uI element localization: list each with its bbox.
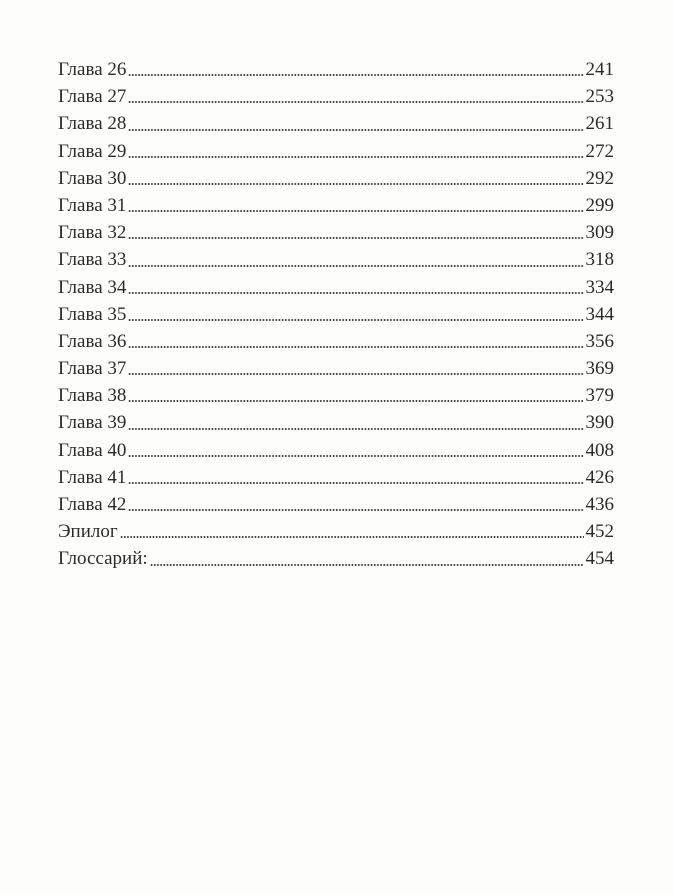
toc-entry-title: Глава 28 [58, 113, 127, 135]
toc-entry [58, 165, 614, 192]
toc-entry [58, 138, 614, 165]
toc-entry [58, 56, 614, 83]
toc-dot-leader [128, 101, 583, 103]
toc-dot-leader [128, 400, 583, 402]
toc-dot-leader [128, 265, 583, 267]
toc-entry-page-number: 241 [585, 59, 614, 80]
toc-entry-title: Глава 40 [58, 439, 127, 461]
toc-entry-page-number: 344 [585, 303, 614, 325]
toc-entry-title: Глава 41 [58, 466, 127, 488]
toc-entry [58, 83, 614, 110]
toc-dot-leader [128, 455, 583, 457]
toc-entry-page-number: 452 [585, 521, 614, 543]
toc-dot-leader [128, 183, 583, 185]
toc-entry [58, 464, 614, 491]
toc-entry-title: Глава 42 [58, 494, 127, 515]
toc-entry-page-number: 369 [585, 358, 614, 380]
toc-entry [58, 246, 614, 273]
toc-entry-page-number: 408 [585, 439, 614, 461]
toc-entry-page-number: 309 [585, 222, 614, 244]
toc-dot-leader [128, 292, 583, 294]
toc-entry-page-number: 272 [585, 140, 614, 162]
toc-dot-leader [128, 129, 583, 131]
toc-entry [58, 355, 614, 382]
toc-dot-leader [128, 319, 583, 321]
toc-dot-leader [128, 373, 583, 375]
toc-entry-page-number: 379 [585, 385, 614, 407]
toc-entry [58, 382, 614, 409]
toc-dot-leader [128, 210, 583, 212]
toc-entry [58, 328, 614, 355]
toc-entry-title: Глава 29 [58, 140, 127, 162]
toc-entry [58, 409, 614, 436]
toc-entry-page-number: 390 [585, 412, 614, 434]
toc-entry-page-number: 261 [585, 113, 614, 135]
toc-dot-leader [128, 237, 583, 239]
toc-entry-page-number: 426 [585, 466, 614, 488]
toc-entry-title: Глава 36 [58, 330, 127, 352]
toc-entry [58, 274, 614, 301]
toc-entry-title: Глава 31 [58, 194, 127, 216]
toc-entry [58, 192, 614, 219]
toc-entry-page-number: 454 [585, 548, 614, 570]
toc-entry-title: Эпилог [58, 521, 118, 543]
toc-dot-leader [128, 509, 583, 511]
toc-dot-leader [128, 156, 583, 158]
toc-entry-title: Глава 30 [58, 167, 127, 189]
toc-entry-title: Глава 32 [58, 222, 127, 244]
toc-entry-title: Глава 33 [58, 249, 127, 271]
toc-entry-page-number: 334 [585, 276, 614, 298]
toc-entry-page-number: 292 [585, 167, 614, 189]
toc-dot-leader [120, 536, 584, 538]
toc-entry-title: Глава 27 [58, 86, 127, 108]
toc-entry-page-number: 356 [585, 330, 614, 352]
toc-entry [58, 301, 614, 328]
toc-entry-page-number: 299 [585, 194, 614, 216]
toc-entry-page-number: 318 [585, 249, 614, 271]
toc-entry-title: Глава 26 [58, 59, 127, 80]
toc-entry-title: Глава 38 [58, 385, 127, 407]
toc-entry-title: Глава 37 [58, 358, 127, 380]
toc-entry [58, 219, 614, 246]
toc-entry-title: Глоссарий: [58, 548, 148, 570]
toc-entry [58, 110, 614, 137]
table-of-contents [58, 56, 614, 573]
toc-entry [58, 491, 614, 518]
toc-dot-leader [128, 346, 583, 348]
toc-entry-title: Глава 35 [58, 303, 127, 325]
toc-entry-title: Глава 34 [58, 276, 127, 298]
toc-entry [58, 545, 614, 572]
toc-entry-page-number: 436 [585, 494, 614, 515]
toc-entry [58, 437, 614, 464]
toc-dot-leader [128, 428, 583, 430]
toc-entry-page-number: 253 [585, 86, 614, 108]
toc-dot-leader [128, 74, 583, 76]
toc-entry-title: Глава 39 [58, 412, 127, 434]
toc-dot-leader [150, 564, 584, 566]
toc-entry [58, 518, 614, 545]
toc-dot-leader [128, 482, 583, 484]
